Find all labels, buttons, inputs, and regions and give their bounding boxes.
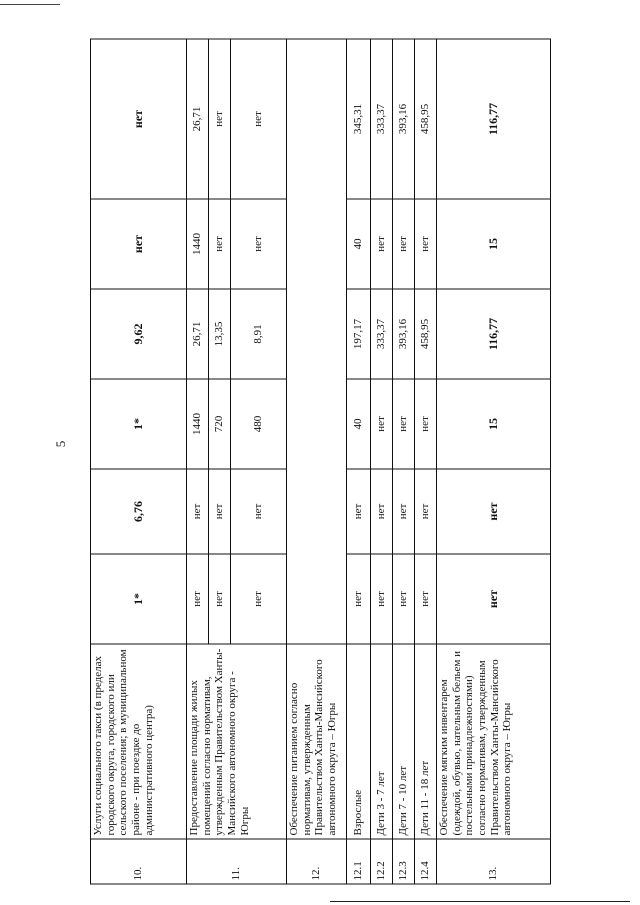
- row-number: 10.: [91, 839, 187, 884]
- row-description: Обеспечение мягким инвентарем (одеждой, обувью, нательным бельем и постельными принадлежностями) согласно нормативам, утвержденным Правительством Ханты-Мансийского автономного округа – Югры: [437, 644, 551, 839]
- table-row-13: [437, 39, 551, 884]
- row-number: 12.1: [347, 839, 371, 884]
- cell-value: нет: [393, 379, 415, 469]
- cell-value: нет: [437, 469, 551, 554]
- cell-value: нет: [393, 469, 415, 554]
- row-number: 12.3: [393, 839, 415, 884]
- cell-value: нет: [187, 469, 209, 554]
- cell-value: нет: [209, 469, 231, 554]
- cell-value: нет: [415, 554, 437, 644]
- cell-value: нет: [187, 554, 209, 644]
- row-description: Дети 3 - 7 лет: [371, 644, 393, 839]
- cell-value: нет: [231, 39, 287, 199]
- cell-value: 26,71: [187, 39, 209, 199]
- cell-value: нет: [91, 39, 187, 199]
- cell-value: 393,16: [393, 39, 415, 199]
- row-number: 11.: [187, 839, 287, 884]
- cell-value: нет: [393, 554, 415, 644]
- cell-value: 393,16: [393, 289, 415, 379]
- cell-value: 333,37: [371, 39, 393, 199]
- cell-value: 720: [209, 379, 231, 469]
- cell-value: 6,76: [91, 469, 187, 554]
- cell-value: нет: [91, 199, 187, 289]
- row-description: Дети 11 - 18 лет: [415, 644, 437, 839]
- cell-value: 1*: [91, 554, 187, 644]
- table-row-11: [187, 39, 209, 884]
- row-number: 12.: [287, 839, 347, 884]
- table-row-12-3: [393, 39, 415, 884]
- cell-value: 1*: [91, 379, 187, 469]
- row-description: Предоставление площади жилых помещений согласно нормативам, утвержденным Правительством Ханты-Мансийского автономного округа - Югры: [187, 644, 287, 839]
- cell-value: 1440: [187, 199, 209, 289]
- row-number: 12.4: [415, 839, 437, 884]
- cell-value: нет: [209, 199, 231, 289]
- cell-value: 458,95: [415, 289, 437, 379]
- cell-value: 13,35: [209, 289, 231, 379]
- cell-value: нет: [347, 554, 371, 644]
- scan-artifact-bottom: [330, 901, 630, 902]
- cell-value: нет: [415, 469, 437, 554]
- row-description: Дети 7 - 10 лет: [393, 644, 415, 839]
- cell-value: 345,31: [347, 39, 371, 199]
- cell-value: нет: [371, 199, 393, 289]
- row-description: Обеспечение питанием согласно нормативам, утвержденным Правительством Ханты-Мансийского автономного округа – Югры: [287, 644, 347, 839]
- cell-value: нет: [231, 469, 287, 554]
- cell-value: 15: [437, 379, 551, 469]
- empty-cell: [287, 39, 347, 644]
- cell-value: 333,37: [371, 289, 393, 379]
- cell-value: 1440: [187, 379, 209, 469]
- cell-value: нет: [437, 554, 551, 644]
- cell-value: 40: [347, 379, 371, 469]
- cell-value: 9,62: [91, 289, 187, 379]
- cell-value: нет: [371, 379, 393, 469]
- table-row-12: [287, 39, 347, 884]
- cell-value: нет: [371, 469, 393, 554]
- cell-value: нет: [415, 199, 437, 289]
- cell-value: нет: [231, 554, 287, 644]
- row-number: 12.2: [371, 839, 393, 884]
- row-description: Услуги социального такси (в пределах городского округа, городского или сельского поселения; в муниципальном районе - при поездке до административного центра): [91, 644, 187, 839]
- table-row-12-2: [371, 39, 393, 884]
- row-description: Взрослые: [347, 644, 371, 839]
- cell-value: 458,95: [415, 39, 437, 199]
- row-number: 13.: [437, 839, 551, 884]
- table-row-10: [91, 39, 187, 884]
- cell-value: нет: [347, 469, 371, 554]
- scan-artifact-top: [0, 4, 60, 5]
- cell-value: нет: [415, 379, 437, 469]
- cell-value: 480: [231, 379, 287, 469]
- cell-value: нет: [393, 199, 415, 289]
- page-number: 5: [53, 440, 68, 448]
- table-row-12-4: [415, 39, 437, 884]
- cell-value: нет: [231, 199, 287, 289]
- cell-value: 40: [347, 199, 371, 289]
- cell-value: 15: [437, 199, 551, 289]
- cell-value: нет: [371, 554, 393, 644]
- cell-value: 116,77: [437, 39, 551, 199]
- cell-value: 197,17: [347, 289, 371, 379]
- cell-value: 8,91: [231, 289, 287, 379]
- cell-value: 26,71: [187, 289, 209, 379]
- services-table: [90, 39, 551, 885]
- table-row-12-1: [347, 39, 371, 884]
- rotated-table-container: [90, 40, 550, 885]
- cell-value: нет: [209, 39, 231, 199]
- cell-value: 116,77: [437, 289, 551, 379]
- cell-value: нет: [209, 554, 231, 644]
